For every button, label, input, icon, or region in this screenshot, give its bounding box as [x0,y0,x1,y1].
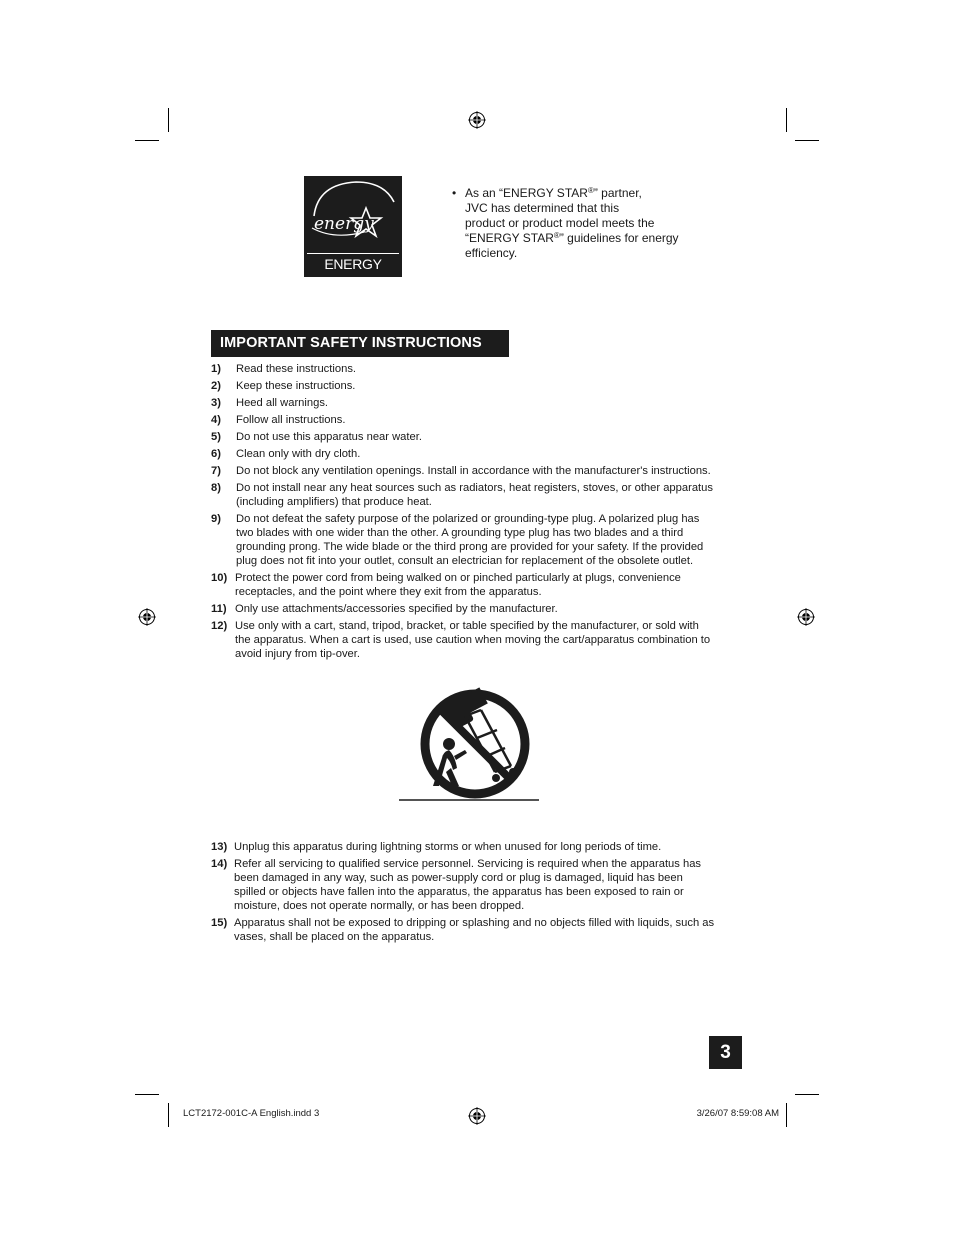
instruction-line: Do not install near any heat sources such as radiators, heat registers, stoves, or other apparatus [236,482,713,494]
energy-note-line [465,186,712,201]
instruction-number: 8) [211,482,221,494]
instruction-text: Only use attachments/accessories specified by the manufacturer. [235,603,558,615]
registered-mark: ® [553,231,560,240]
instruction-number: 12) [211,620,228,632]
instruction-number: 5) [211,431,221,443]
energy-note-text: “ENERGY STAR [465,231,554,245]
instruction-text [234,857,746,913]
energy-script-text: energy [314,214,374,234]
instruction-item [211,619,746,661]
instruction-item [211,430,746,444]
instruction-number: 14) [211,858,228,870]
instruction-line: spilled or objects have fallen into the apparatus, the apparatus has been exposed to rain or [234,886,684,898]
instruction-number: 11) [211,603,227,615]
instruction-text [236,481,746,509]
instruction-text [234,916,746,944]
crop-mark-bottom-right-h [795,1094,819,1095]
registered-mark: ® [587,186,594,195]
instruction-line: moisture, does not operate normally, or has been dropped. [234,900,525,912]
slug-timestamp: 3/26/07 8:59:08 AM [696,1108,779,1119]
instruction-text: Clean only with dry cloth. [236,448,361,460]
instruction-number: 2) [211,380,221,392]
energy-note-text: ” guidelines for energy [559,231,679,245]
instruction-item [211,379,746,393]
instruction-line: two blades with one wider than the other. A grounding type plug has two blades and a third [236,527,684,539]
cart-tip-over-warning-icon [399,686,539,802]
instruction-text: Keep these instructions. [236,380,356,392]
instruction-text: Follow all instructions. [236,414,346,426]
instruction-number: 13) [211,841,228,853]
energy-star-logo [304,176,402,292]
energy-star-logo-label: ENERGY STAR [307,253,399,274]
instruction-item [211,916,746,944]
page-number: 3 [709,1036,742,1069]
instruction-item [211,840,746,854]
instruction-line: Do not defeat the safety purpose of the polarized or grounding-type plug. A polarized plug has [236,513,700,525]
instruction-item [211,464,746,478]
instruction-text [236,512,746,568]
instruction-number: 9) [211,513,221,525]
instruction-line: receptacles, and the point where they exit from the apparatus. [235,586,542,598]
registration-mark-icon [138,608,156,626]
energy-note-line [465,231,712,246]
energy-note-line: efficiency. [465,246,518,260]
instruction-line: grounding prong. The wide blade or the third prong are provided for your safety. If the provided [236,541,704,553]
registration-mark-icon [797,608,815,626]
slug-filename: LCT2172-001C-A English.indd 3 [183,1108,320,1119]
instruction-line: been damaged in any way, such as power-supply cord or plug is damaged, liquid has been [234,872,683,884]
instruction-line: the apparatus. When a cart is used, use caution when moving the cart/apparatus combination to [235,634,711,646]
instruction-line: Protect the power cord from being walked on or pinched particularly at plugs, convenience [235,572,681,584]
crop-mark-bottom-left-h [135,1094,159,1095]
instruction-number: 6) [211,448,221,460]
crop-mark-bottom-right-v [786,1103,787,1127]
instruction-item [211,481,746,509]
instruction-number: 15) [211,917,228,929]
instruction-line: Apparatus shall not be exposed to dripping or splashing and no objects filled with liquids, such as [234,917,715,929]
instruction-item [211,396,746,410]
instruction-line: avoid injury from tip-over. [235,648,360,660]
instruction-text: Heed all warnings. [236,397,329,409]
crop-mark-bottom-left-v [168,1103,169,1127]
instruction-item [211,362,746,376]
instruction-text: Read these instructions. [236,363,357,375]
instruction-line: Refer all servicing to qualified service personnel. Servicing is required when the apparatus has [234,858,702,870]
instruction-line: Use only with a cart, stand, tripod, bracket, or table specified by the manufacturer, or sold with [235,620,699,632]
instruction-text: Do not block any ventilation openings. Install in accordance with the manufacturer's instructions. [236,465,711,477]
energy-note-text: ” partner, [593,186,642,200]
bullet: • [452,186,457,200]
crop-mark-top-left-v [168,108,169,132]
instruction-number: 1) [211,363,221,375]
instruction-text: Do not use this apparatus near water. [236,431,422,443]
instruction-item [211,413,746,427]
instruction-number: 3) [211,397,221,409]
energy-note-text: As an “ENERGY STAR [465,186,588,200]
registration-mark-icon [468,1107,486,1125]
energy-star-logo-art [304,176,402,254]
instruction-item [211,512,746,568]
registration-mark-icon [468,111,486,129]
instruction-item [211,857,746,913]
instruction-line: (including amplifiers) that produce heat. [236,496,432,508]
section-title: IMPORTANT SAFETY INSTRUCTIONS [211,330,509,357]
instruction-item [211,602,746,616]
instruction-number: 7) [211,465,221,477]
instruction-line: vases, shall be placed on the apparatus. [234,931,435,943]
crop-mark-top-right-h [795,140,819,141]
instruction-line: plug does not fit into your outlet, consult an electrician for replacement of the obsolete outlet. [236,555,694,567]
energy-note-line: product or product model meets the [465,216,655,230]
instruction-text: Unplug this apparatus during lightning storms or when unused for long periods of time. [234,841,662,853]
energy-star-note [452,186,712,261]
instruction-item [211,447,746,461]
instruction-item [211,571,746,599]
crop-mark-top-right-v [786,108,787,132]
crop-mark-top-left-h [135,140,159,141]
instruction-text [235,571,746,599]
energy-note-line: JVC has determined that this [465,201,620,215]
instruction-number: 4) [211,414,221,426]
instruction-number: 10) [211,572,228,584]
instruction-text [235,619,746,661]
